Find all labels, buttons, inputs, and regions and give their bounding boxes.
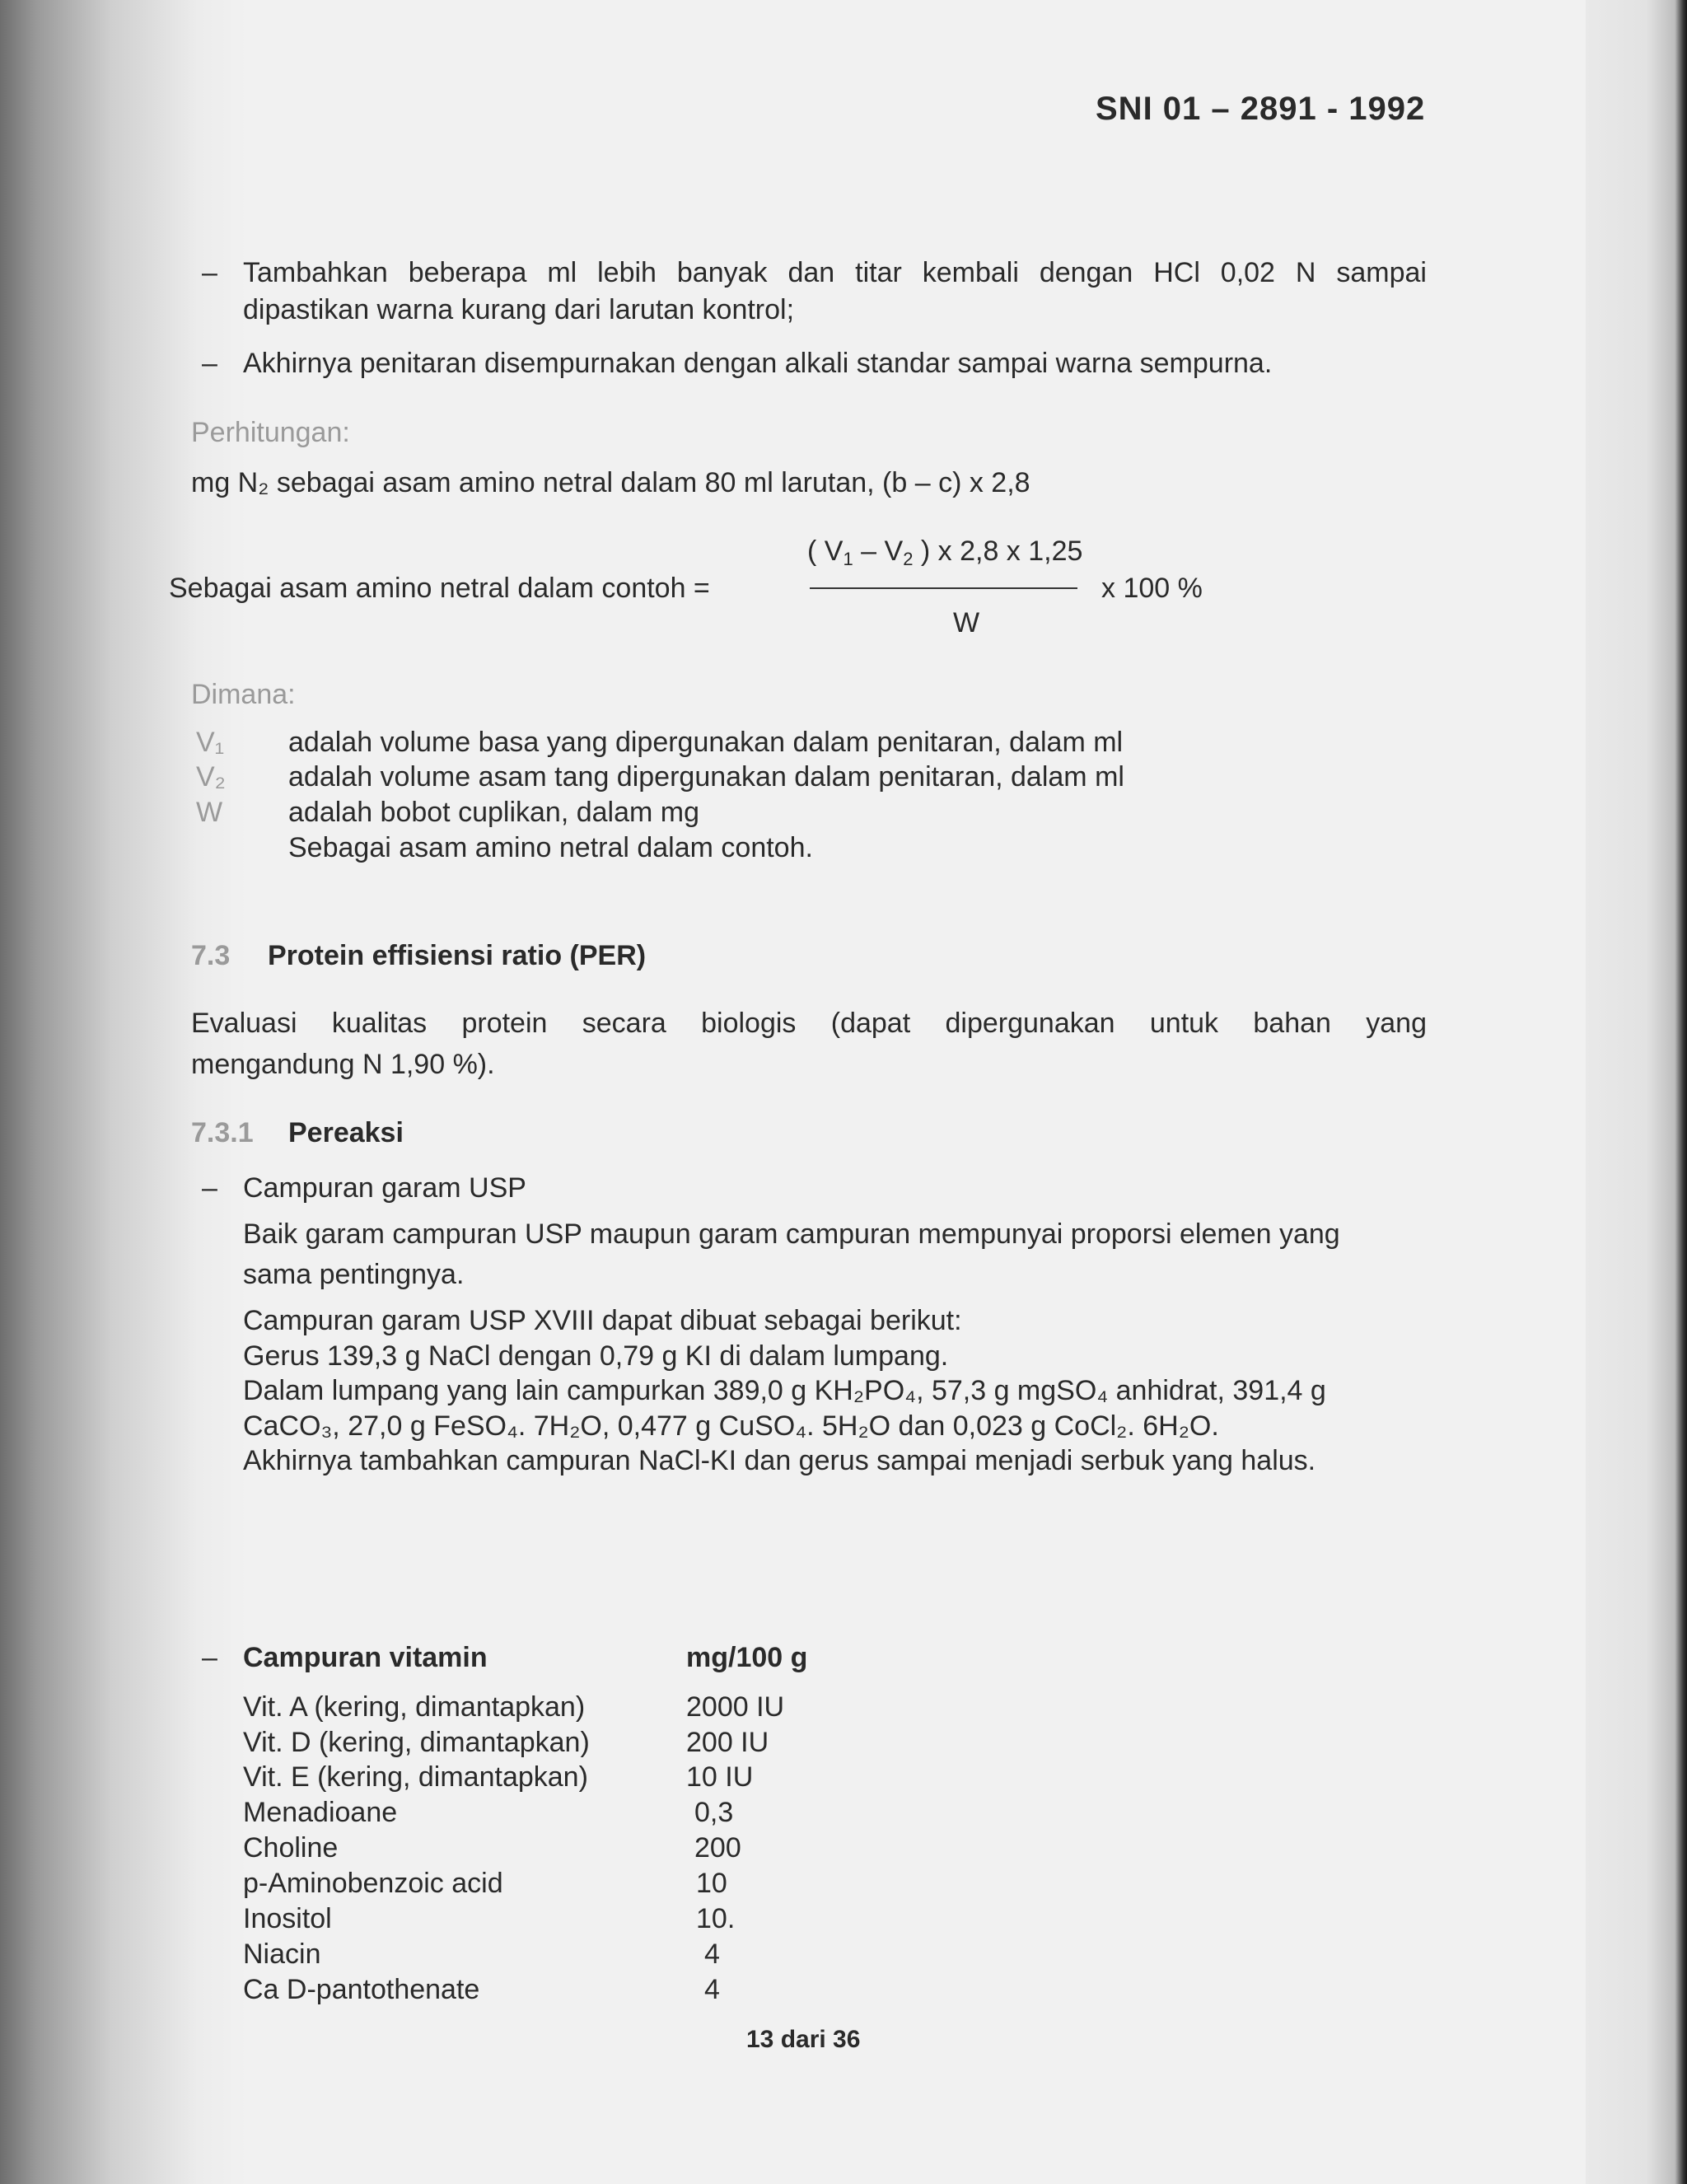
vitamin-header-name: Campuran vitamin <box>243 1642 488 1673</box>
recipe-line: Akhirnya tambahkan campuran NaCl-KI dan gerus sampai menjadi serbuk yang halus. <box>243 1445 1316 1476</box>
recipe-line: CaCO₃, 27,0 g FeSO₄. 7H₂O, 0,477 g CuSO₄. 5H₂O dan 0,023 g CoCl₂. 6H₂O. <box>243 1410 1219 1442</box>
item-paragraph-line-1: Baik garam campuran USP maupun garam campuran mempunyai proporsi elemen yang <box>243 1218 1340 1250</box>
vitamin-value: 4 <box>704 1974 720 2005</box>
step-1-line-1: Tambahkan beberapa ml lebih banyak dan titar kembali dengan HCl 0,02 N sampai <box>243 257 1427 288</box>
where-definition: Sebagai asam amino netral dalam contoh. <box>288 832 813 863</box>
vitamin-value: 4 <box>704 1938 720 1970</box>
vitamin-name: Vit. A (kering, dimantapkan) <box>243 1691 586 1723</box>
calc-line: mg N₂ sebagai asam amino netral dalam 80 ml larutan, (b – c) x 2,8 <box>191 467 1030 498</box>
vitamin-name: Vit. E (kering, dimantapkan) <box>243 1761 588 1793</box>
vitamin-bullet: – <box>202 1642 217 1673</box>
section-title: Protein effisiensi ratio (PER) <box>268 940 647 971</box>
item-title: Campuran garam USP <box>243 1172 526 1204</box>
subsection-number: 7.3.1 <box>191 1117 254 1148</box>
section-paragraph-line-2: mengandung N 1,90 %). <box>191 1049 495 1080</box>
doc-number: SNI 01 – 2891 - 1992 <box>1096 91 1426 127</box>
fraction-bar <box>810 587 1077 589</box>
where-definition: adalah volume basa yang dipergunakan dalam penitaran, dalam ml <box>288 727 1124 758</box>
vitamin-name: Vit. D (kering, dimantapkan) <box>243 1727 590 1758</box>
where-heading: Dimana: <box>191 679 296 710</box>
vitamin-name: p-Aminobenzoic acid <box>243 1868 503 1899</box>
vitamin-name: Ca D-pantothenate <box>243 1974 480 2005</box>
page-number: 13 dari 36 <box>746 2026 861 2053</box>
section-paragraph-line-1: Evaluasi kualitas protein secara biologis (dapat dipergunakan untuk bahan yang <box>191 1008 1427 1039</box>
step-2-line-1: Akhirnya penitaran disempurnakan dengan alkali standar sampai warna sempurna. <box>243 348 1273 379</box>
formula-right: x 100 % <box>1101 573 1203 604</box>
vitamin-name: Inositol <box>243 1903 332 1934</box>
vitamin-value: 10 <box>696 1868 727 1899</box>
recipe-line: Gerus 139,3 g NaCl dengan 0,79 g KI di dalam lumpang. <box>243 1340 949 1372</box>
item-paragraph-line-2: sama pentingnya. <box>243 1259 465 1290</box>
where-definition: adalah bobot cuplikan, dalam mg <box>288 797 699 828</box>
vitamin-name: Menadioane <box>243 1797 398 1828</box>
formula-numerator: ( $V_1 - V_2$ ) x 2,8 x 1,25 <box>807 535 1083 569</box>
vitamin-value: 0,3 <box>694 1797 734 1828</box>
vitamin-name: Choline <box>243 1832 339 1864</box>
vitamin-value: 200 IU <box>686 1727 769 1758</box>
step-1-line-2: dipastikan warna kurang dari larutan kontrol; <box>243 294 795 325</box>
where-symbol: V₂ <box>196 761 226 793</box>
vitamin-name: Niacin <box>243 1938 321 1970</box>
step-bullet: – <box>202 257 217 288</box>
vitamin-header-unit: mg/100 g <box>686 1642 808 1673</box>
calc-heading: Perhitungan: <box>191 417 350 448</box>
where-symbol: V₁ <box>196 727 225 758</box>
section-number: 7.3 <box>191 940 231 971</box>
step-bullet: – <box>202 348 217 379</box>
vitamin-value: 2000 IU <box>686 1691 785 1723</box>
subsection-title: Pereaksi <box>288 1117 404 1148</box>
vitamin-value: 10. <box>696 1903 736 1934</box>
vitamin-value: 10 IU <box>686 1761 754 1793</box>
where-symbol: W <box>196 797 223 828</box>
formula-denominator: W <box>953 607 980 638</box>
recipe-line: Campuran garam USP XVIII dapat dibuat sebagai berikut: <box>243 1305 962 1336</box>
item-bullet: – <box>202 1172 217 1204</box>
formula-left: Sebagai asam amino netral dalam contoh = <box>169 573 710 604</box>
where-definition: adalah volume asam tang dipergunakan dalam penitaran, dalam ml <box>288 761 1124 793</box>
recipe-line: Dalam lumpang yang lain campurkan 389,0 g KH₂PO₄, 57,3 g mgSO₄ anhidrat, 391,4 g <box>243 1375 1326 1406</box>
vitamin-value: 200 <box>694 1832 741 1864</box>
